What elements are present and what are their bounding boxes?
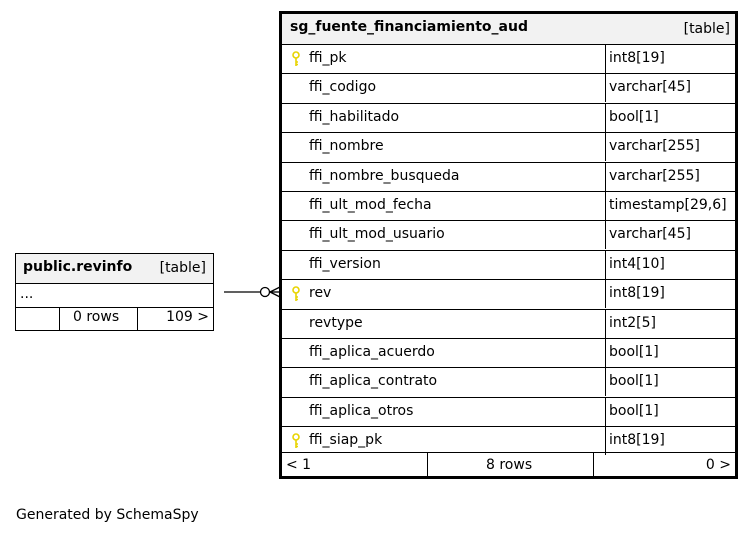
column-name: rev [309,285,332,301]
main-table-header [282,14,735,44]
column-name: ffi_nombre_busqueda [309,168,460,184]
column-type: int2[5] [609,315,656,331]
column-type: varchar[255] [609,168,700,184]
column-type: bool[1] [609,403,659,419]
row-divider [282,220,735,221]
main-children-count: 0 > [705,457,731,473]
row-divider [282,279,735,280]
column-divider [605,338,606,367]
column-divider [605,367,606,396]
column-type: int8[19] [609,285,665,301]
main-table-kind: [table] [683,21,730,37]
column-divider [605,44,606,73]
column-name: ffi_aplica_acuerdo [309,344,435,360]
column-name: ffi_pk [309,50,347,66]
divider [59,307,60,330]
column-name: ffi_aplica_contrato [309,373,438,389]
column-type: bool[1] [609,344,659,360]
row-divider [282,250,735,251]
row-divider [282,132,735,133]
column-type: varchar[45] [609,226,691,242]
row-divider [282,397,735,398]
column-divider [605,162,606,191]
column-divider [605,309,606,338]
row-divider [282,103,735,104]
main-parents-count[interactable]: < 1 [286,457,312,473]
divider [282,452,735,453]
column-name: ffi_ult_mod_fecha [309,197,432,213]
column-name: ffi_version [309,256,381,272]
column-name: ffi_codigo [309,79,377,95]
column-divider [605,250,606,279]
row-divider [282,191,735,192]
column-type: timestamp[29,6] [609,197,727,213]
column-type: int8[19] [609,50,665,66]
column-name: ffi_habilitado [309,109,400,125]
column-name: ffi_siap_pk [309,432,383,448]
divider [137,307,138,330]
column-type: varchar[255] [609,138,700,154]
row-divider [282,309,735,310]
column-name: revtype [309,315,363,331]
column-divider [605,132,606,161]
revinfo-columns-ellipsis: ... [20,286,34,302]
divider [593,452,594,476]
column-divider [605,397,606,426]
column-divider [605,426,606,455]
column-type: bool[1] [609,109,659,125]
revinfo-table-name: public.revinfo [23,259,133,275]
revinfo-table-header [16,254,213,283]
column-name: ffi_ult_mod_usuario [309,226,445,242]
key-icon [291,286,301,302]
main-row-count: 8 rows [486,457,533,473]
divider [16,283,213,284]
row-divider [282,338,735,339]
column-type: bool[1] [609,373,659,389]
column-divider [605,103,606,132]
column-divider [605,73,606,102]
column-name: ffi_nombre [309,138,384,154]
key-icon [291,51,301,67]
revinfo-table-kind: [table] [159,260,206,276]
column-divider [605,279,606,308]
key-icon [291,433,301,449]
revinfo-table[interactable] [15,253,214,331]
revinfo-row-count: 0 rows [73,309,120,325]
divider [16,307,213,308]
column-type: varchar[45] [609,79,691,95]
column-type: int8[19] [609,432,665,448]
generated-by-note: Generated by SchemaSpy [16,507,199,523]
sg-fuente-financiamiento-aud-table[interactable] [279,11,738,479]
row-divider [282,44,735,45]
row-divider [282,162,735,163]
row-divider [282,73,735,74]
column-divider [605,220,606,249]
row-divider [282,426,735,427]
divider [427,452,428,476]
main-table-name: sg_fuente_financiamiento_aud [290,19,528,35]
column-name: ffi_aplica_otros [309,403,414,419]
column-divider [605,191,606,220]
column-type: int4[10] [609,256,665,272]
row-divider [282,367,735,368]
revinfo-children-count[interactable]: 109 > [166,309,209,325]
